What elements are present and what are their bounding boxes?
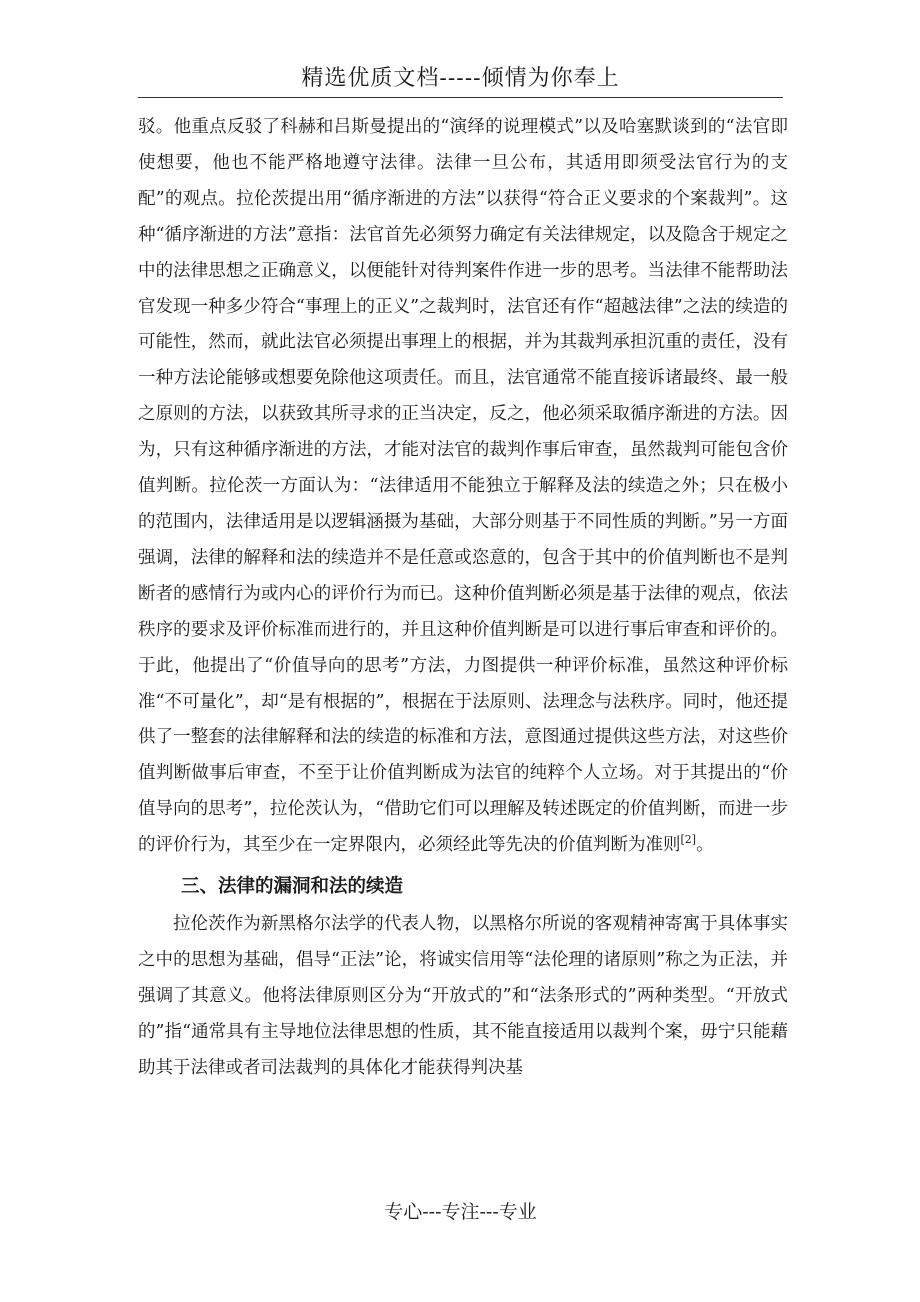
- paragraph-continued: [138, 110, 788, 864]
- section-heading: 三、法律的漏洞和法的续造: [181, 876, 404, 898]
- paragraph-text: 驳。他重点反驳了科赫和吕斯曼提出的“演绎的说理模式”以及哈塞默谈到的“法官即使想要，他也不能严格地遵守法律。法律一旦公布，其适用即须受法官行为的支配”的观点。拉伦茨提出用“循序渐进的方法”以获得“符合正义要求的个案裁判”。这种“循序渐进的方法”意指：法官首先必须努力确定有关法律规定，以及隐含于规定之中的法律思想之正确意义，以便能针对待判案件作进一步的思考。当法律不能帮助法官发现一种多少符合“事理上的正义”之裁判时，法官还有作“超越法律”之法的续造的可能性，然而，就此法官必须提出事理上的根据，并为其裁判承担沉重的责任，没有一种方法论能够或想要免除他这项责任。而且，法官通常不能直接诉诸最终、最一般之原则的方法，以获致其所寻求的正当决定，反之，他必须采取循序渐进的方法。因为，只有这种循序渐进的方法，才能对法官的裁判作事后审查，虽然裁判可能包含价值判断。拉伦茨一方面认为：“法律适用不能独立于解释及法的续造之外；只在极小的范围内，法律适用是以逻辑涵摄为基础，大部分则基于不同性质的判断。”另一方面强调，法律的解释和法的续造并不是任意或恣意的，包含于其中的价值判断也不是判断者的感情行为或内心的评价行为而已。这种价值判断必须是基于法律的观点，依法秩序的要求及评价标准而进行的，并且这种价值判断是可以进行事后审查和评价的。于此，他提出了“价值导向的思考”方法，力图提供一种评价标准，虽然这种评价标准“不可量化”，却“是有根据的”，根据在于法原则、法理念与法秩序。同时，他还提供了一整套的法律解释和法的续造的标准和方法，意图通过提供这些方法，对这些价值判断做事后审查，不至于让价值判断成为法官的纯粹个人立场。对于其提出的“价值导向的思考”，拉伦茨认为，“借助它们可以理解及转述既定的价值判断，而进一步的评价行为，其至少在一定界限内，必须经此等先决的价值判断为准则: [138, 117, 788, 856]
- citation-reference: [2]: [680, 833, 697, 847]
- page-footer: 专心---专注---专业: [384, 1201, 537, 1223]
- header-divider: [138, 97, 783, 98]
- paragraph: 拉伦茨作为新黑格尔法学的代表人物，以黑格尔所说的客观精神寄寓于具体事实之中的思想为基础，倡导“正法”论，将诚实信用等“法伦理的诸原则”称之为正法，并强调了其意义。他将法律原则区分为“开放式的”和“法条形式的”两种类型。“开放式的”指“通常具有主导地位法律思想的性质，其不能直接适用以裁判个案，毋宁只能藉助其于法律或者司法裁判的具体化才能获得判决基: [138, 914, 788, 1078]
- document-body: [138, 110, 788, 1087]
- paragraph-tail: 。: [696, 835, 714, 856]
- page-header: 精选优质文档-----倾情为你奉上: [301, 66, 620, 91]
